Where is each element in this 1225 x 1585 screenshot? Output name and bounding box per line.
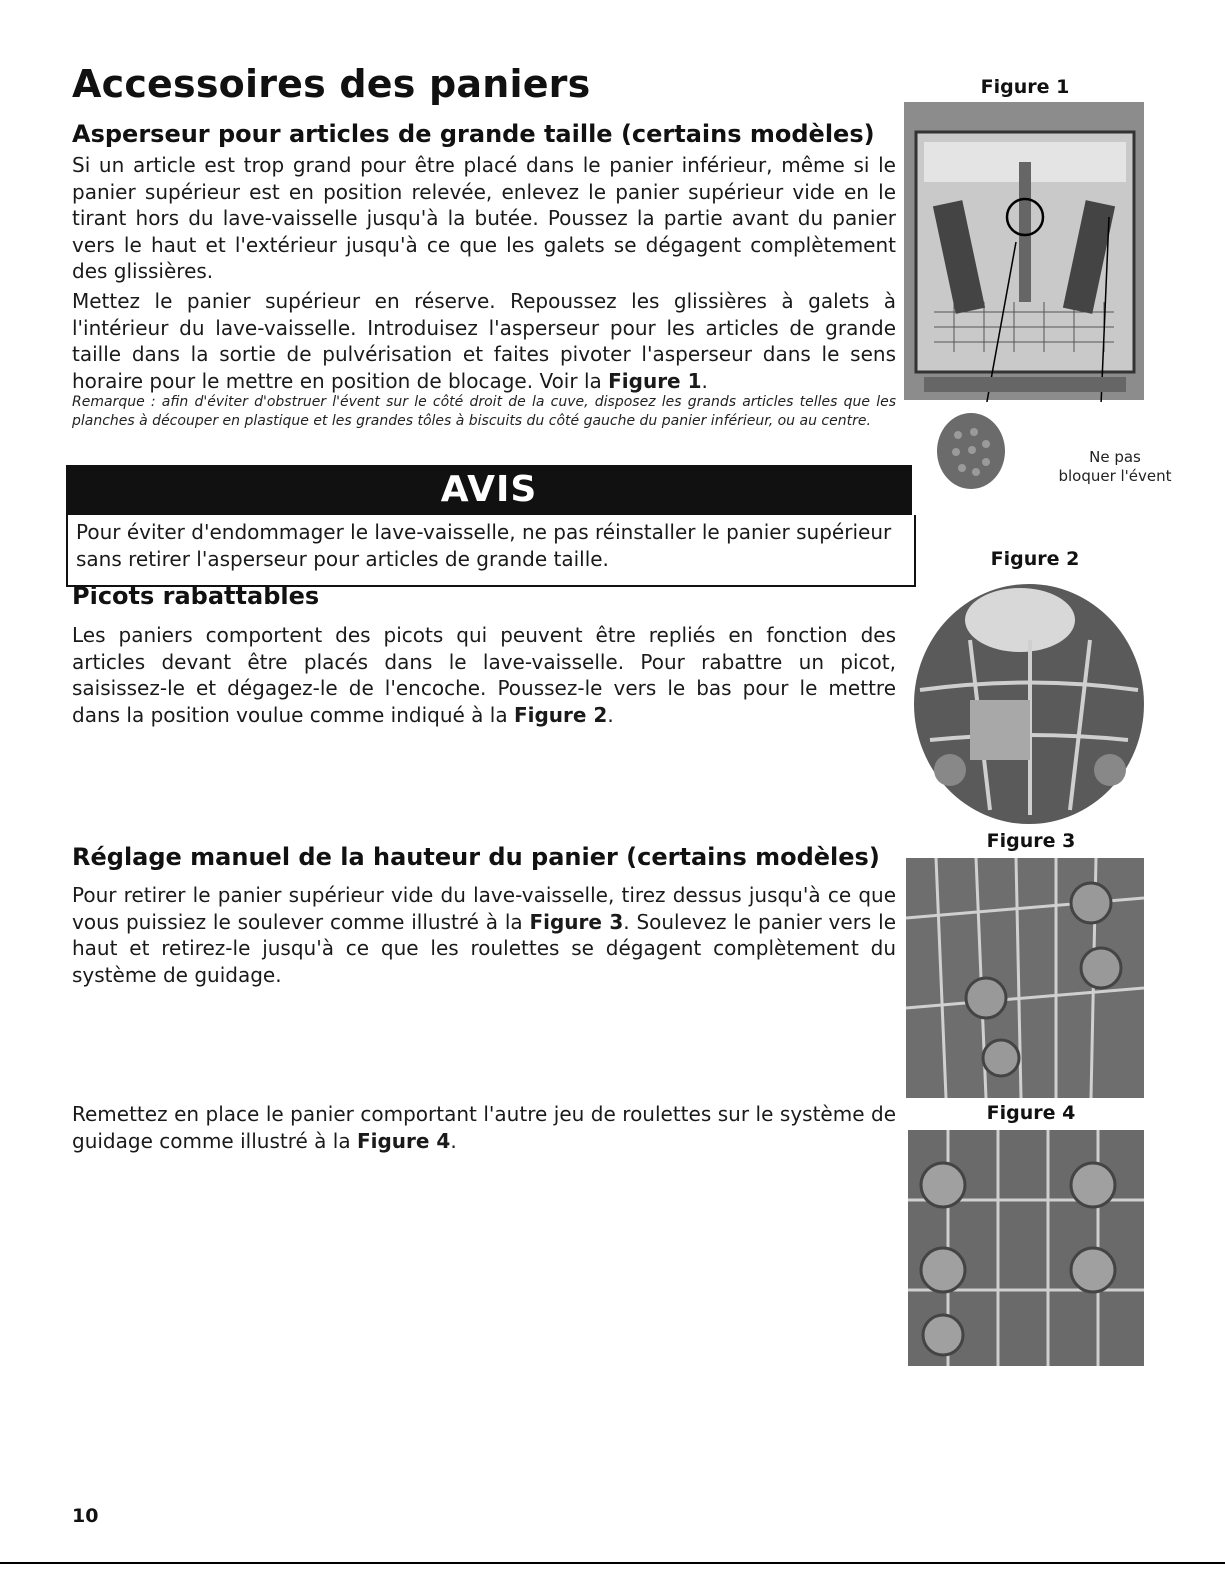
figure-reference: Figure 1 bbox=[608, 368, 702, 393]
section-heading-picots: Picots rabattables bbox=[72, 582, 320, 610]
paragraph-end: . bbox=[701, 368, 708, 393]
figure-reference: Figure 2 bbox=[513, 702, 608, 727]
figure-2-label: Figure 2 bbox=[990, 548, 1080, 570]
figure-reference: Figure 3 bbox=[529, 909, 624, 934]
page-number: 10 bbox=[72, 1505, 99, 1527]
section-heading-reglage: Réglage manuel de la hauteur du panier (certains modèles) bbox=[72, 843, 880, 871]
page-title: Accessoires des paniers bbox=[72, 62, 591, 106]
paragraph-text: Pour retirer le panier supérieur vide du lave-vaisselle, tirez dessus jusqu'à ce que vous puissiez le soulever comme illustré à la bbox=[72, 883, 896, 934]
paragraph-text: Remettez en place le panier comportant l'autre jeu de roulettes sur le système de guidage comme illustré à la bbox=[72, 1102, 896, 1153]
vent-cap-illustration bbox=[926, 410, 1016, 492]
figure-1-callout bbox=[1040, 448, 1190, 486]
figure-4-basket-reinstall-photo bbox=[908, 1130, 1144, 1366]
figure-1-label: Figure 1 bbox=[980, 76, 1070, 98]
notice-header: AVIS bbox=[66, 465, 912, 515]
callout-line-1: Ne pas bbox=[1089, 448, 1141, 466]
paragraph-text: Mettez le panier supérieur en réserve. Repoussez les glissières à galets à l'intérieur du lave-vaisselle. Introduisez l'asperseur pour les articles de grande taille dans la sortie de pulvérisation et faites pivoter l'asperseur dans le sens horaire pour le mettre en position de blocage. Voir la bbox=[72, 289, 896, 393]
figure-1-dishwasher-photo bbox=[904, 102, 1154, 402]
paragraph-end: . Soulevez le panier vers le haut et retirez-le jusqu'à ce que les roulettes se dégagent complètement du système de guidage. bbox=[72, 909, 896, 987]
paragraph-text: Les paniers comportent des picots qui peuvent être repliés en fonction des articles devant être placés dans le lave-vaisselle. Pour rabattre un picot, saisissez-le et dégagez-le de l'encoche. Poussez-le vers le bas pour le mettre dans la position voulue comme indiqué à la bbox=[72, 623, 896, 727]
notice-text: Pour éviter d'endommager le lave-vaisselle, ne pas réinstaller le panier supérieur sans retirer l'asperseur pour articles de grande taille. bbox=[66, 515, 916, 587]
callout-line-2: bloquer l'évent bbox=[1058, 467, 1172, 485]
paragraph-picots bbox=[72, 622, 896, 728]
figure-3-label: Figure 3 bbox=[986, 830, 1076, 852]
note-remarque: Remarque : afin d'éviter d'obstruer l'évent sur le côté droit de la cuve, disposez les grands articles telles que les planches à découper en plastique et les grandes tôles à biscuits du côté gauche du panier inférieur, ou au centre. bbox=[72, 394, 896, 429]
figure-4-label: Figure 4 bbox=[986, 1102, 1076, 1124]
bottom-rule bbox=[0, 1562, 1225, 1564]
section-heading-asperseur: Asperseur pour articles de grande taille (certains modèles) bbox=[72, 120, 875, 148]
figure-reference: Figure 4 bbox=[356, 1128, 451, 1153]
paragraph-end: . bbox=[450, 1128, 457, 1153]
paragraph-asperseur-2 bbox=[72, 288, 896, 394]
paragraph-asperseur-1: Si un article est trop grand pour être placé dans le panier inférieur, même si le panier supérieur est en position relevée, enlevez le panier supérieur vide en le tirant hors du lave-vaisselle jusqu'à la butée. Poussez la partie avant du panier vers le haut et l'extérieur jusqu'à ce que les galets se dégagent complètement des glissières. bbox=[72, 153, 896, 283]
figure-3-basket-removal-photo bbox=[906, 858, 1144, 1098]
paragraph-reglage-1 bbox=[72, 882, 896, 988]
paragraph-reglage-2 bbox=[72, 1101, 896, 1154]
figure-2-tines-photo bbox=[910, 580, 1148, 830]
paragraph-end: . bbox=[607, 702, 614, 727]
